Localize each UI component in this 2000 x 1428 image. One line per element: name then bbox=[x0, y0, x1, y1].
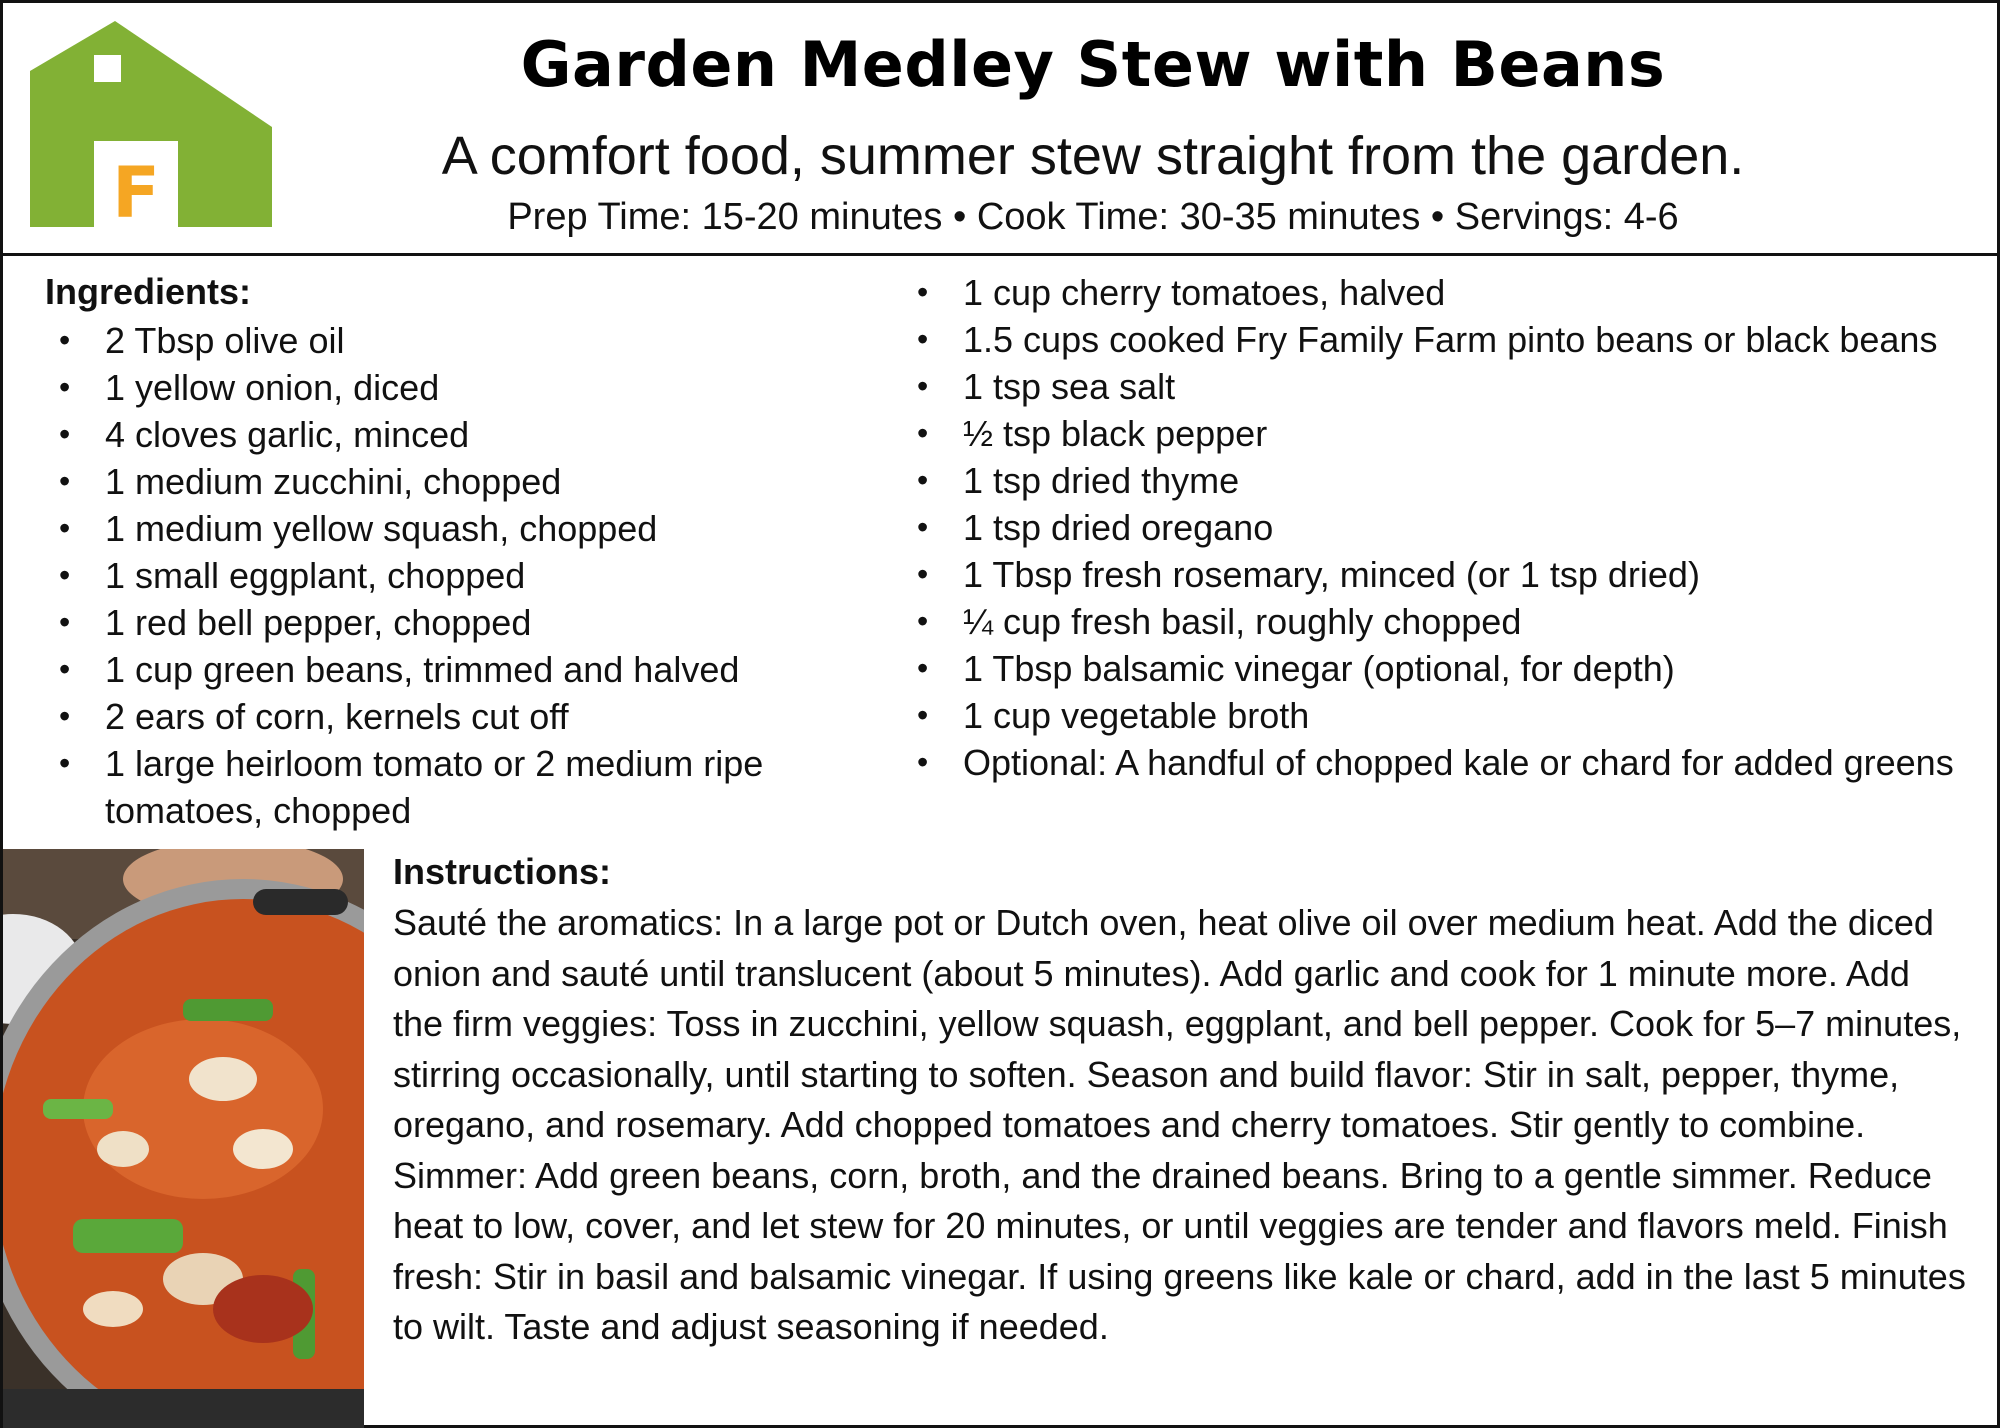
bullet-icon: • bbox=[917, 415, 929, 451]
ingredient-item bbox=[45, 317, 865, 364]
bullet-icon: • bbox=[59, 557, 71, 593]
bullet-icon: • bbox=[59, 745, 71, 781]
ingredient-item bbox=[45, 599, 865, 646]
ingredient-item bbox=[45, 740, 865, 834]
barn-window bbox=[94, 55, 121, 82]
ingredient-text: 1 large heirloom tomato or 2 medium ripe tomatoes, chopped bbox=[105, 743, 764, 831]
ingredient-item bbox=[903, 316, 1993, 363]
ingredient-item bbox=[903, 410, 1993, 457]
ingredient-text: 1 tsp dried oregano bbox=[963, 507, 1274, 548]
bullet-icon: • bbox=[917, 274, 929, 310]
ingredient-item bbox=[45, 646, 865, 693]
bullet-icon: • bbox=[917, 509, 929, 545]
ingredient-text: 4 cloves garlic, minced bbox=[105, 414, 470, 455]
stew-pot-image bbox=[3, 849, 364, 1428]
ingredients-list-right bbox=[903, 269, 1993, 786]
ingredient-text: 1 Tbsp fresh rosemary, minced (or 1 tsp dried) bbox=[963, 554, 1700, 595]
ingredient-item bbox=[903, 692, 1993, 739]
ingredient-text: 1 small eggplant, chopped bbox=[105, 555, 526, 596]
recipe-header bbox=[3, 3, 1997, 256]
farm-logo bbox=[30, 21, 272, 227]
ingredient-item bbox=[45, 458, 865, 505]
ingredient-text: 1.5 cups cooked Fry Family Farm pinto beans or black beans bbox=[963, 319, 1938, 360]
ingredient-text: 1 cup cherry tomatoes, halved bbox=[963, 272, 1446, 313]
ingredients-list-left bbox=[45, 317, 865, 834]
bullet-icon: • bbox=[917, 603, 929, 639]
logo-letter: F bbox=[112, 152, 160, 227]
ingredient-item bbox=[903, 504, 1993, 551]
ingredient-text: Optional: A handful of chopped kale or chard for added greens bbox=[963, 742, 1954, 783]
recipe-title: Garden Medley Stew with Beans bbox=[520, 28, 1666, 101]
ingredient-item bbox=[45, 364, 865, 411]
ingredient-text: 1 cup green beans, trimmed and halved bbox=[105, 649, 740, 690]
ingredient-text: 1 tsp sea salt bbox=[963, 366, 1176, 407]
bullet-icon: • bbox=[59, 463, 71, 499]
recipe-subtitle: A comfort food, summer stew straight from the garden. bbox=[441, 126, 1745, 186]
bullet-icon: • bbox=[59, 698, 71, 734]
ingredient-text: 1 medium yellow squash, chopped bbox=[105, 508, 658, 549]
bullet-icon: • bbox=[59, 510, 71, 546]
ingredient-item bbox=[45, 552, 865, 599]
ingredient-item bbox=[903, 551, 1993, 598]
ingredient-item bbox=[903, 598, 1993, 645]
scallion bbox=[73, 1219, 183, 1253]
ingredient-text: 1 cup vegetable broth bbox=[963, 695, 1310, 736]
chili-paste bbox=[213, 1275, 313, 1343]
instructions-body: Sauté the aromatics: In a large pot or Dutch oven, heat olive oil over medium heat. Add the diced onion and sauté until translucent (about 5 minutes). Add garlic and cook for 1 minute more. Add the firm veggies: Toss in zucchini, yellow squash, eggplant, and bell pepper. Cook for 5–7 minutes, stirring occasionally, until starting to soften. Season and build flavor: Stir in salt, pepper, thyme, oregano, and rosemary. Add chopped tomatoes and cherry tomatoes. Stir gently to combine. Simmer: Add green beans, corn, broth, and the drained beans. Bring to a gentle simmer. Reduce heat to low, cover, and let stew for 20 minutes, or until veggies are tender and flavors meld. Finish fresh: Stir in basil and balsamic vinegar. If using greens like kale or chard, add in the last 5 minutes to wilt. Taste and adjust seasoning if needed. bbox=[393, 902, 1966, 1347]
recipe-meta: Prep Time: 15-20 minutes • Cook Time: 30-35 minutes • Servings: 4-6 bbox=[507, 196, 1679, 238]
bullet-icon: • bbox=[59, 416, 71, 452]
ingredient-text: 1 yellow onion, diced bbox=[105, 367, 440, 408]
bullet-icon: • bbox=[59, 651, 71, 687]
scallion bbox=[183, 999, 273, 1021]
bullet-icon: • bbox=[917, 321, 929, 357]
ingredient-text: 2 Tbsp olive oil bbox=[105, 320, 345, 361]
ingredient-item bbox=[45, 693, 865, 740]
vegetable-chunk bbox=[97, 1131, 149, 1167]
pot-handle bbox=[253, 889, 348, 915]
vegetable-chunk bbox=[83, 1291, 143, 1327]
stove-grate bbox=[3, 1389, 364, 1428]
ingredient-item bbox=[903, 457, 1993, 504]
bullet-icon: • bbox=[917, 697, 929, 733]
ingredient-item bbox=[903, 269, 1993, 316]
ingredient-text: ¼ cup fresh basil, roughly chopped bbox=[963, 601, 1522, 642]
instructions-heading: Instructions: bbox=[393, 851, 612, 892]
bullet-icon: • bbox=[917, 368, 929, 404]
ingredient-text: 2 ears of corn, kernels cut off bbox=[105, 696, 569, 737]
bullet-icon: • bbox=[917, 744, 929, 780]
ingredient-text: 1 medium zucchini, chopped bbox=[105, 461, 562, 502]
stew-highlight bbox=[83, 1019, 323, 1199]
ingredient-text: 1 Tbsp balsamic vinegar (optional, for depth) bbox=[963, 648, 1675, 689]
vegetable-chunk bbox=[233, 1129, 293, 1169]
ingredient-item bbox=[45, 505, 865, 552]
ingredient-item bbox=[903, 363, 1993, 410]
bullet-icon: • bbox=[917, 462, 929, 498]
ingredient-item bbox=[903, 739, 1993, 786]
stew-photo bbox=[3, 849, 364, 1428]
scallion bbox=[43, 1099, 113, 1119]
ingredient-item bbox=[903, 645, 1993, 692]
ingredient-item bbox=[45, 411, 865, 458]
bullet-icon: • bbox=[59, 322, 71, 358]
bullet-icon: • bbox=[59, 369, 71, 405]
bullet-icon: • bbox=[917, 650, 929, 686]
ingredient-text: ½ tsp black pepper bbox=[963, 413, 1268, 454]
ingredient-text: 1 tsp dried thyme bbox=[963, 460, 1240, 501]
barn-icon bbox=[30, 21, 272, 227]
vegetable-chunk bbox=[189, 1057, 257, 1101]
bullet-icon: • bbox=[59, 604, 71, 640]
bullet-icon: • bbox=[917, 556, 929, 592]
ingredients-heading: Ingredients: bbox=[45, 271, 252, 312]
ingredient-text: 1 red bell pepper, chopped bbox=[105, 602, 532, 643]
